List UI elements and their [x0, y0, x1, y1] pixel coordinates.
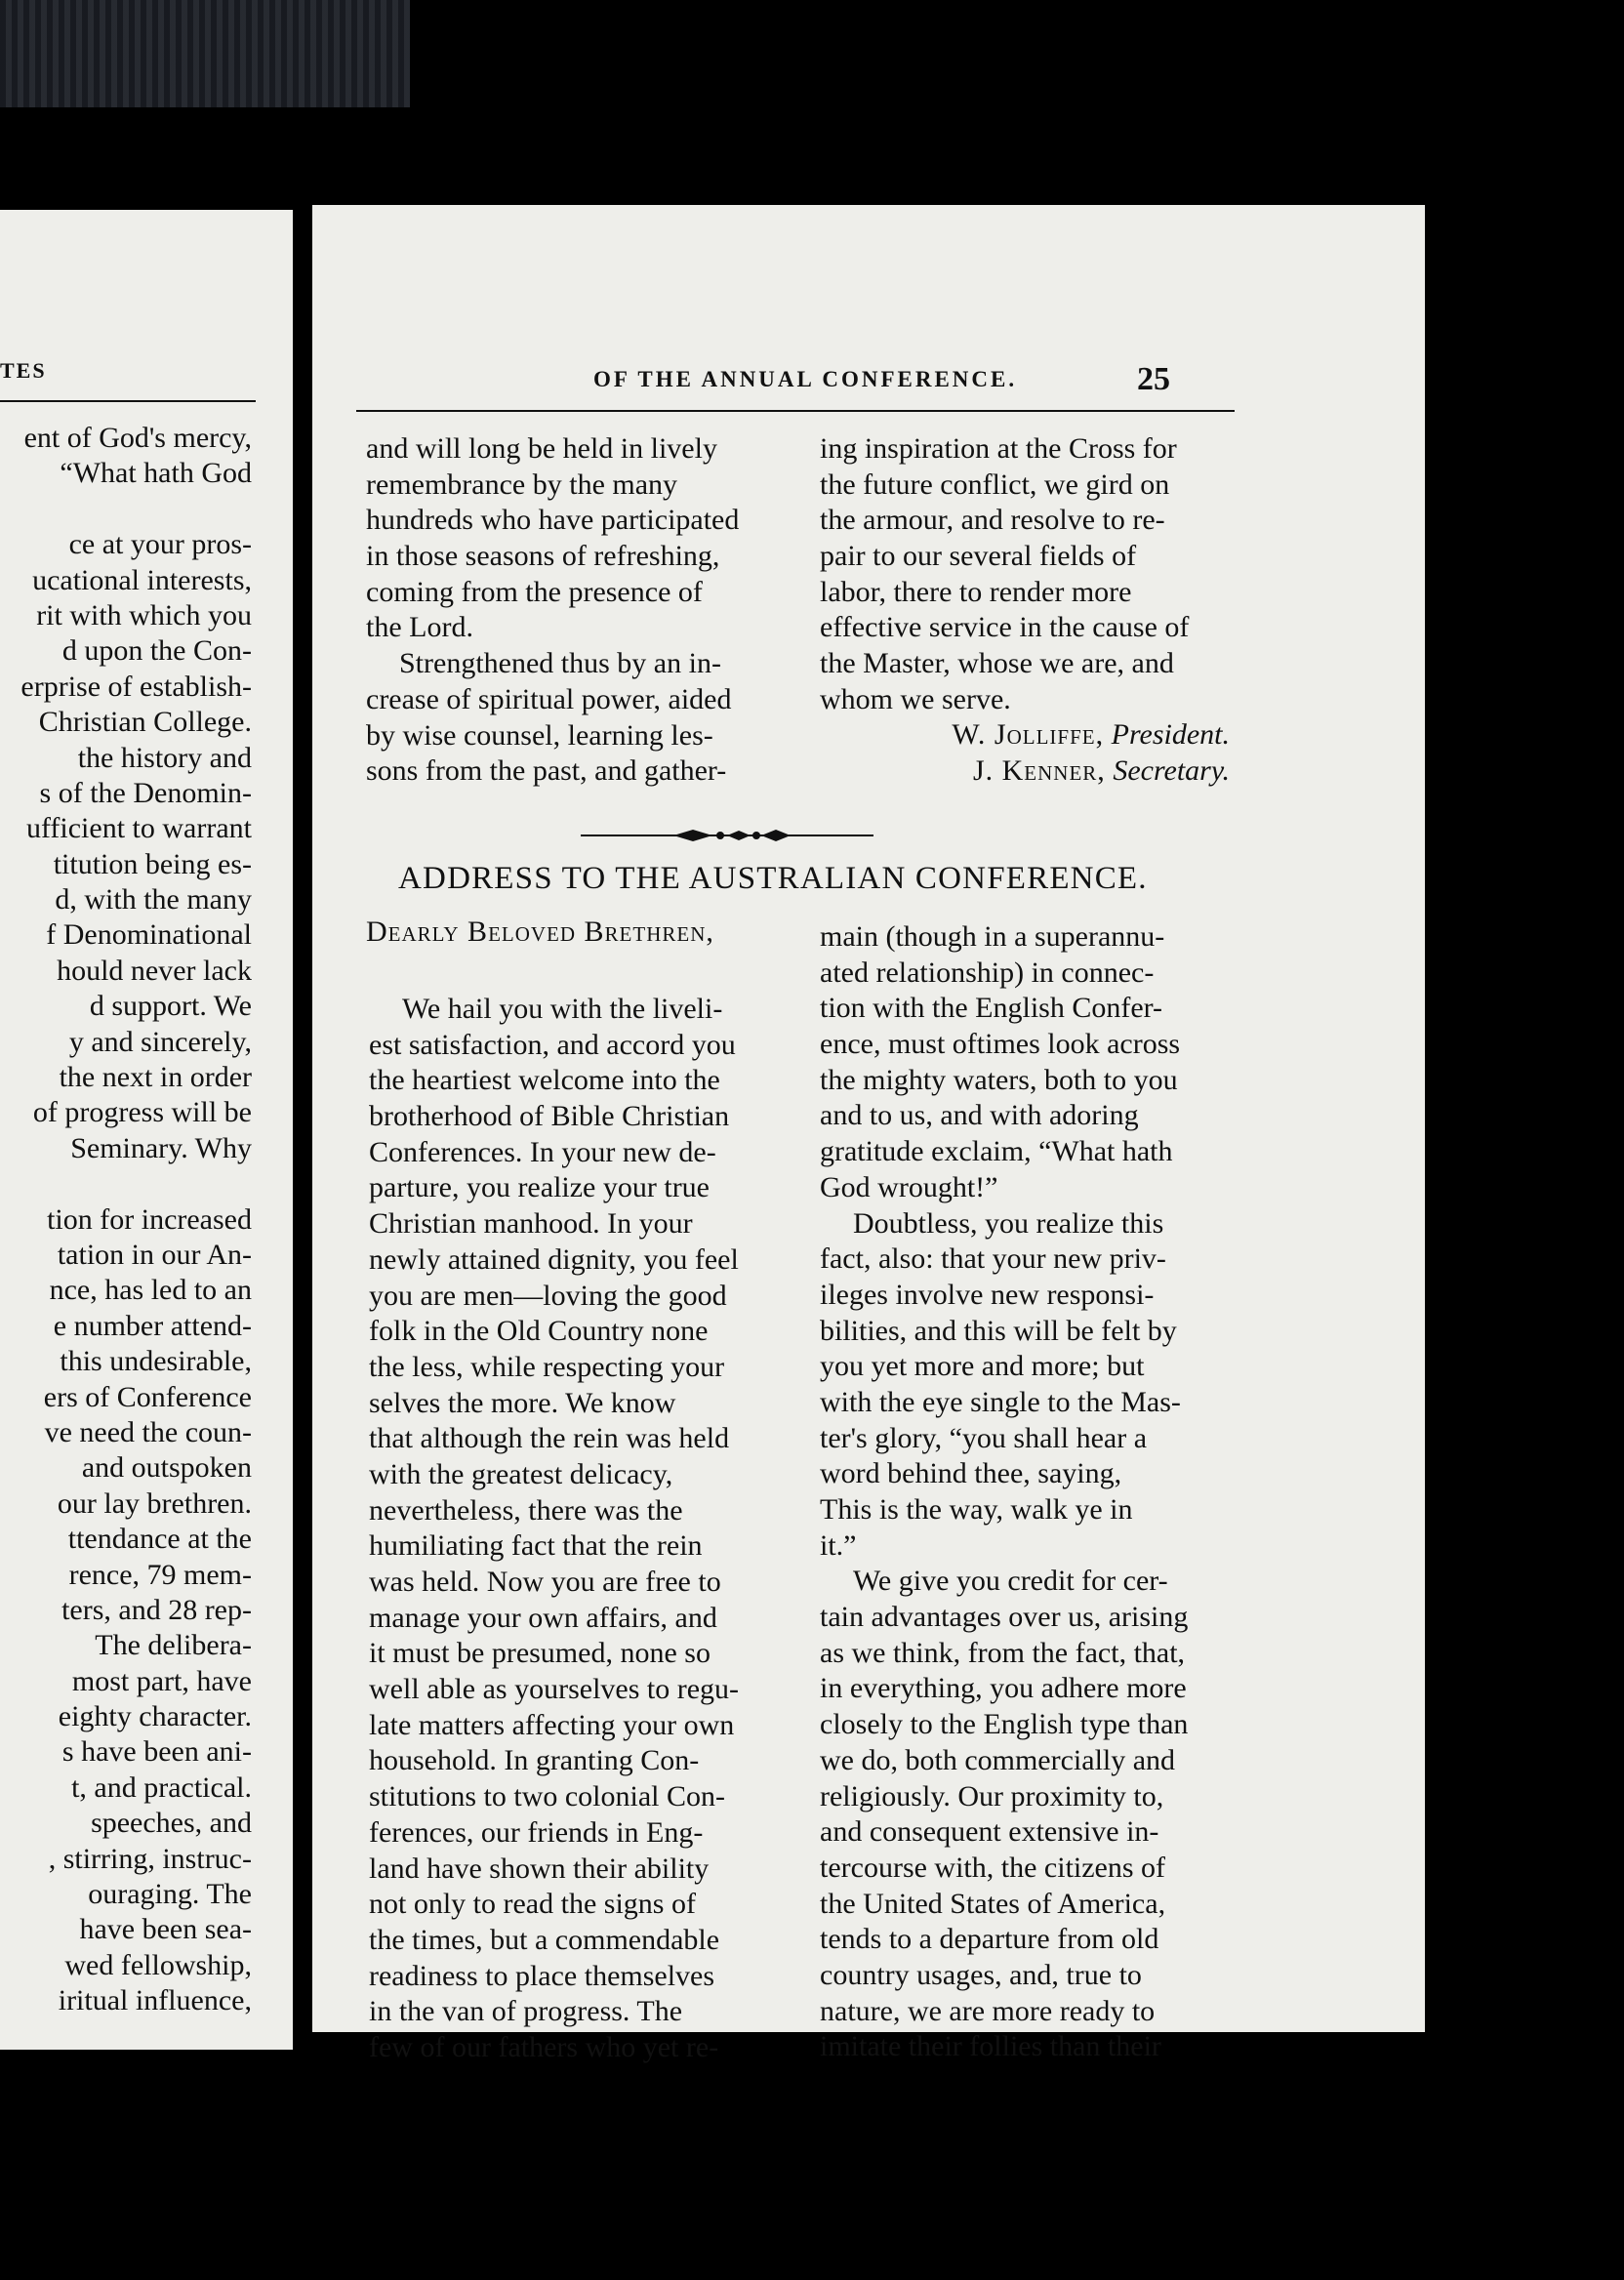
text-line: closely to the English type than [820, 1708, 1189, 1741]
signature-president [820, 718, 1230, 752]
text-line: God wrought!” [820, 1170, 998, 1203]
text-line: and consequent extensive in- [820, 1815, 1159, 1849]
left-head-rule [0, 400, 256, 402]
text-line: whom we serve. [820, 682, 1011, 715]
text-line: est satisfaction, and accord you [369, 1028, 736, 1061]
text-line: readiness to place themselves [369, 1959, 715, 1992]
text-line: tercourse with, the citizens of [820, 1851, 1166, 1884]
page-number: 25 [1137, 361, 1170, 397]
text-line: , stirring, instruc- [48, 1842, 252, 1875]
text-line: Christian manhood. In your [369, 1207, 693, 1241]
text-line: word behind thee, saying, [820, 1457, 1122, 1490]
address-column-2 [820, 919, 1230, 2065]
text-line: ouraging. The [88, 1878, 252, 1911]
signature-1-name: W. Jolliffe, [952, 718, 1105, 751]
text-line: s have been ani- [61, 1735, 252, 1769]
text-line: of progress will be [32, 1096, 252, 1129]
text-line: newly attained dignity, you feel [369, 1242, 739, 1276]
text-line: nevertheless, there was the [369, 1493, 683, 1527]
text-line: Christian College. [38, 706, 252, 739]
text-line: the future conflict, we gird on [820, 468, 1170, 501]
text-line: it must be presumed, none so [369, 1637, 710, 1670]
text-line: ve need the coun- [44, 1415, 252, 1448]
text-line: ters, and 28 rep- [61, 1593, 252, 1626]
text-line: rit with which you [36, 598, 252, 631]
running-head [593, 363, 1325, 396]
left-running-head: TES [0, 358, 47, 383]
left-page-text [0, 421, 252, 2019]
text-line: ileges involve new responsi- [820, 1278, 1155, 1311]
top-column-1 [366, 431, 776, 790]
text-line: nce, has led to an [49, 1274, 252, 1307]
text-line: ce at your pros- [68, 528, 252, 561]
text-line: most part, have [71, 1664, 252, 1697]
text-line: tain advantages over us, arising [820, 1601, 1189, 1634]
text-line: our lay brethren. [57, 1486, 252, 1520]
text-line: religiously. Our proximity to, [820, 1779, 1164, 1812]
text-line: Strengthened thus by an in- [399, 647, 721, 680]
text-line: y and sincerely, [68, 1025, 252, 1058]
text-line: sons from the past, and gather- [366, 754, 727, 788]
text-line: ence, must oftimes look across [820, 1028, 1181, 1061]
text-line: few of our fathers who yet re- [369, 2030, 719, 2063]
signature-1-title: President. [1111, 718, 1230, 751]
text-line: country usages, and, true to [820, 1958, 1142, 1991]
text-line: land have shown their ability [369, 1852, 710, 1885]
text-line: that although the rein was held [369, 1422, 730, 1455]
text-line: household. In granting Con- [369, 1744, 700, 1777]
text-line: in the van of progress. The [369, 1995, 683, 2028]
text-line: Seminary. Why [70, 1131, 252, 1164]
text-line: d support. We [89, 990, 252, 1023]
text-line: stitutions to two colonial Con- [369, 1780, 725, 1813]
text-line: bilities, and this will be felt by [820, 1314, 1177, 1347]
text-line: brotherhood of Bible Christian [369, 1100, 730, 1133]
text-line: late matters affecting your own [369, 1708, 735, 1741]
book-binding-edge [0, 0, 410, 107]
text-line: you are men—loving the good [369, 1279, 727, 1312]
right-page [312, 205, 1425, 2063]
signature-2-title: Secretary. [1113, 754, 1230, 787]
text-line: ferences, our friends in Eng- [369, 1815, 704, 1849]
text-line [0, 492, 252, 527]
text-line: well able as yourselves to regu- [369, 1673, 740, 1706]
text-line: tation in our An- [57, 1238, 252, 1271]
text-line: this undesirable, [60, 1345, 252, 1378]
text-line: crease of spiritual power, aided [366, 682, 732, 715]
text-line: d upon the Con- [61, 634, 252, 668]
text-line: nature, we are more ready to [820, 1994, 1156, 2027]
text-line: ent of God's mercy, [23, 422, 252, 454]
text-line: gratitude exclaim, “What hath [820, 1135, 1173, 1168]
text-line: ated relationship) in connec- [820, 956, 1155, 989]
text-line: the less, while respecting your [369, 1350, 725, 1383]
text-line: iritual influence, [58, 1984, 252, 2017]
text-line: hundreds who have participated [366, 504, 740, 537]
text-line: have been sea- [79, 1913, 252, 1946]
text-line: and will long be held in lively [366, 432, 717, 465]
text-line: This is the way, walk ye in [820, 1493, 1133, 1526]
text-line: ter's glory, “you shall hear a [820, 1421, 1148, 1454]
text-line: tion with the English Confer- [820, 992, 1163, 1025]
text-line: we do, both commercially and [820, 1743, 1176, 1776]
text-line: ufficient to warrant [25, 812, 252, 845]
text-line: it.” [820, 1528, 857, 1562]
text-line: parture, you realize your true [369, 1171, 710, 1204]
text-line: the Master, whose we are, and [820, 647, 1174, 680]
text-line: We hail you with the liveli- [402, 993, 723, 1025]
text-line: pair to our several fields of [820, 540, 1137, 573]
text-line: We give you credit for cer- [853, 1565, 1168, 1598]
text-line: humiliating fact that the rein [369, 1529, 703, 1563]
text-line: you yet more and more; but [820, 1350, 1145, 1383]
text-line: ing inspiration at the Cross for [820, 432, 1177, 465]
text-line: the next in order [59, 1061, 252, 1094]
text-line: t, and practical. [71, 1771, 252, 1804]
running-head-title: OF THE ANNUAL CONFERENCE. [593, 367, 1018, 391]
top-column-2 [820, 431, 1230, 718]
text-line: “What hath God [60, 457, 252, 490]
text-line: s of the Denomin- [39, 776, 252, 809]
text-line: e number attend- [53, 1309, 252, 1342]
text-line: f Denominational [46, 918, 252, 952]
text-line: coming from the presence of [366, 575, 703, 608]
text-line: not only to read the signs of [369, 1888, 696, 1921]
text-line: erprise of establish- [20, 670, 252, 703]
text-line: manage your own affairs, and [369, 1601, 717, 1634]
text-line: speeches, and [91, 1807, 252, 1840]
text-line: rence, 79 mem- [68, 1558, 252, 1591]
text-line [0, 1166, 252, 1201]
text-line: and outspoken [81, 1451, 252, 1485]
text-line: tends to a departure from old [820, 1923, 1159, 1956]
text-line: in those seasons of refreshing, [366, 540, 720, 573]
text-line: the United States of America, [820, 1887, 1166, 1920]
text-line: main (though in a superannu- [820, 920, 1165, 953]
left-page [0, 210, 293, 2050]
text-line: ucational interests, [32, 563, 252, 596]
text-line: eighty character. [58, 1700, 252, 1733]
text-line: labor, there to render more [820, 575, 1132, 608]
text-line: and to us, and with adoring [820, 1099, 1139, 1132]
text-line: the times, but a commendable [369, 1923, 720, 1956]
text-line: was held. Now you are free to [369, 1566, 721, 1598]
signature-2-name: J. Kenner, [972, 754, 1106, 787]
text-line: titution being es- [53, 847, 252, 880]
page-gutter [293, 195, 312, 2050]
text-line: Conferences. In your new de- [369, 1135, 716, 1168]
text-line: with the eye single to the Mas- [820, 1385, 1181, 1418]
text-line: the heartiest welcome into the [369, 1064, 720, 1097]
text-line: hould never lack [57, 954, 252, 987]
text-line: d, with the many [55, 883, 252, 916]
text-line: folk in the Old Country none [369, 1315, 709, 1348]
salutation: Dearly Beloved Brethren, [366, 916, 714, 948]
head-rule [356, 410, 1235, 412]
text-line: the Lord. [366, 611, 473, 644]
text-line: tion for increased [47, 1202, 252, 1236]
text-line: The delibera- [95, 1629, 252, 1662]
text-line: remembrance by the many [366, 468, 678, 501]
text-line: the armour, and resolve to re- [820, 504, 1165, 537]
section-title: ADDRESS TO THE AUSTRALIAN CONFERENCE. [398, 861, 1148, 896]
text-line: fact, also: that your new priv- [820, 1242, 1166, 1276]
text-line: with the greatest delicacy, [369, 1457, 673, 1490]
text-line: imitate their follies than their [820, 2030, 1161, 2063]
ornamental-divider [581, 826, 873, 845]
text-line: selves the more. We know [369, 1386, 676, 1419]
text-line: ttendance at the [67, 1523, 252, 1556]
text-line: the history and [77, 741, 252, 774]
text-line: Doubtless, you realize this [853, 1206, 1164, 1240]
text-line: as we think, from the fact, that, [820, 1636, 1186, 1669]
signature-secretary [820, 754, 1230, 788]
text-line: ers of Conference [43, 1380, 252, 1413]
address-column-1 [369, 992, 779, 2066]
text-line: the mighty waters, both to you [820, 1063, 1178, 1096]
text-line: in everything, you adhere more [820, 1672, 1187, 1705]
text-line: wed fellowship, [64, 1948, 252, 1981]
text-line: effective service in the cause of [820, 611, 1190, 644]
text-line: by wise counsel, learning les- [366, 718, 713, 752]
